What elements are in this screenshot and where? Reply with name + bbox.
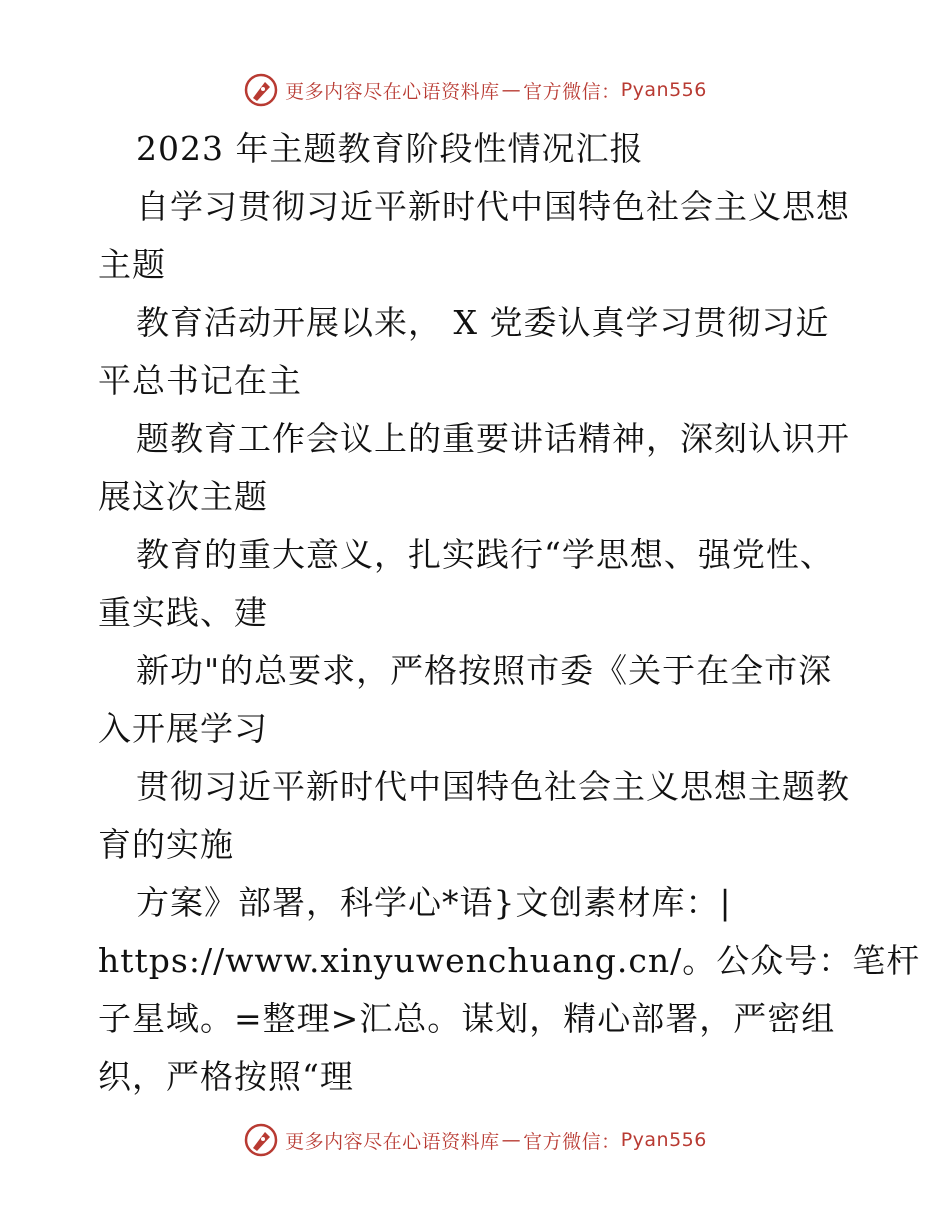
text-line: 贯彻习近平新时代中国特色社会主义思想主题教 xyxy=(136,767,850,806)
banner-wechat-label: 官方微信： xyxy=(523,80,621,103)
banner-wechat-id: Pyan556 xyxy=(620,1129,707,1151)
text-line: 展这次主题 xyxy=(98,477,268,516)
document-title: 2023 年主题教育阶段性情况汇报 xyxy=(136,129,644,168)
text-line: 教育的重大意义，扎实践行“学思想、强党性、 xyxy=(136,535,834,574)
text-line-url: https://www.xinyuwenchuang.cn/。公众号：笔杆 xyxy=(98,941,921,980)
text-line: 方案》部署，科学心*语}文创素材库：| xyxy=(136,883,732,922)
text-line: 入开展学习 xyxy=(98,709,268,748)
banner-separator: — xyxy=(501,1129,522,1151)
banner-text: 更多内容尽在心语资料库 xyxy=(285,1130,500,1153)
banner-text: 更多内容尽在心语资料库 xyxy=(285,80,500,103)
footer-watermark-banner xyxy=(0,1120,950,1160)
text-line: 重实践、建 xyxy=(98,593,268,632)
text-line: 新功"的总要求，严格按照市委《关于在全市深 xyxy=(136,651,833,690)
banner-wechat-label: 官方微信： xyxy=(523,1130,621,1153)
text-line: 自学习贯彻习近平新时代中国特色社会主义思想 xyxy=(136,187,850,226)
document-body xyxy=(98,120,921,1106)
text-line: 织，严格按照“理 xyxy=(98,1057,354,1096)
text-line: 子星域。=整理>汇总。谋划，精心部署，严密组 xyxy=(98,999,836,1038)
pen-nib-logo-icon xyxy=(243,1122,279,1158)
text-line: 平总书记在主 xyxy=(98,361,302,400)
text-line: 育的实施 xyxy=(98,825,234,864)
banner-separator: — xyxy=(501,79,522,101)
text-line: 教育活动开展以来， X 党委认真学习贯彻习近 xyxy=(136,303,830,342)
header-watermark-banner xyxy=(0,70,950,110)
banner-wechat-id: Pyan556 xyxy=(620,79,707,101)
text-line: 题教育工作会议上的重要讲话精神，深刻认识开 xyxy=(136,419,850,458)
text-line: 主题 xyxy=(98,245,166,284)
pen-nib-logo-icon xyxy=(243,72,279,108)
